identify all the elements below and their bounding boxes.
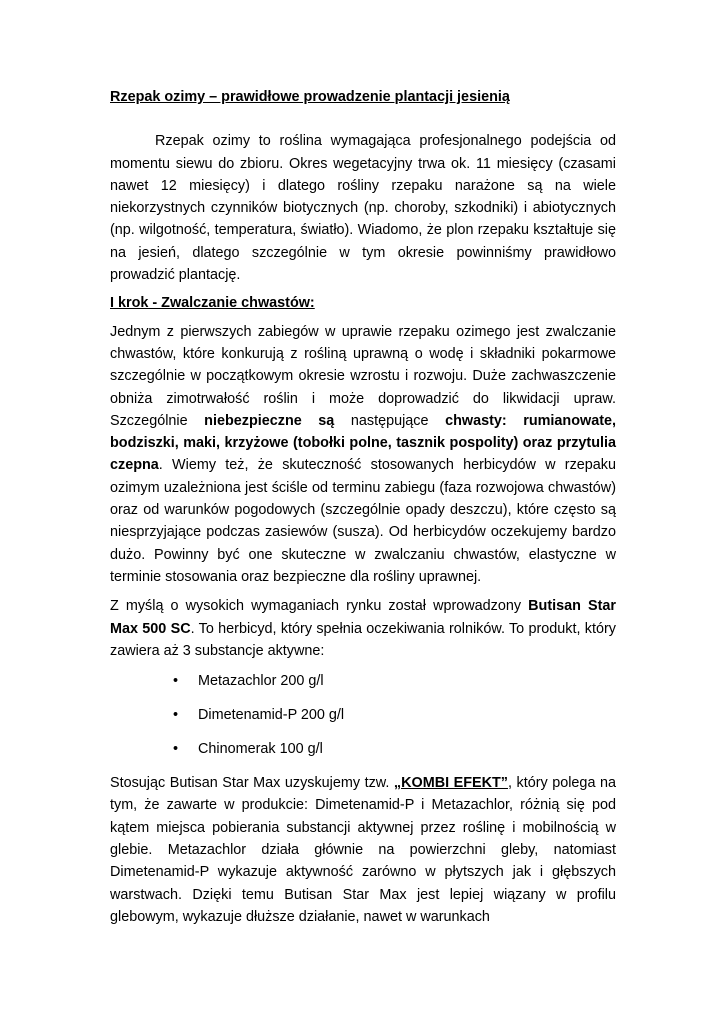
text-run: Z myślą o wysokich wymaganiach rynku został wprowadzony bbox=[110, 598, 529, 615]
list-item bbox=[110, 670, 616, 692]
section-heading: I krok - Zwalczanie chwastów: bbox=[110, 295, 315, 312]
bullet-icon: • bbox=[173, 673, 179, 690]
weed-list-bold: chwasty: rumianowate, bodziszki, maki, krzyżowe (tobołki polne, tasznik pospolity) oraz przytulia czepna bbox=[110, 412, 616, 474]
document-page bbox=[110, 86, 616, 928]
text-run: . Wiemy też, że skuteczność stosowanych herbicydów w rzepaku ozimym uzależniona jest ściśle od terminu zabiegu (faza rozwojowa chwastów) oraz od warunków pogodowych (szczególnie opady deszczu), które często są niesprzyjające podczas zasiewów (susza). Od herbicydów oczekujemy bardzo dużo. Powinny być one skuteczne w zwalczaniu chwastów, elastyczne w terminie stosowania oraz bezpieczne dla rośliny uprawnej. bbox=[110, 457, 616, 585]
active-substances-list bbox=[110, 670, 616, 760]
bullet-icon: • bbox=[173, 741, 179, 758]
document-title: Rzepak ozimy – prawidłowe prowadzenie plantacji jesienią bbox=[110, 89, 510, 105]
list-item-text: Dimetenamid-P 200 g/l bbox=[198, 707, 345, 724]
text-run: , który polega na tym, że zawarte w produkcie: Dimetenamid-P i Metazachlor, różnią się pod kątem miejsca pobierania substancji aktywnej przez roślinę i mobilnością w glebie. Metazachlor działa głównie na powierzchni gleby, natomiast Dimetenamid-P wykazuje aktywność zarówno w płytszych jak i głębszych warstwach. Dzięki temu Butisan Star Max jest lepiej wiązany w profilu glebowym, wykazuje dłuższe działanie, nawet w warunkach bbox=[110, 775, 616, 925]
list-item-text: Chinomerak 100 g/l bbox=[198, 741, 323, 758]
text-run: Jednym z pierwszych zabiegów w uprawie rzepaku ozimego jest zwalczanie chwastów, które konkurują z rośliną uprawną o wodę i składniki pokarmowe szczególnie w początkowym okresie wzrostu i rozwoju. Duże zachwaszczenie obniża zimotrwałość roślin i może doprowadzić do likwidacji upraw. Szczególnie bbox=[110, 323, 616, 429]
text-run: . To herbicyd, który spełnia oczekiwania rolników. To produkt, który zawiera aż 3 substancje aktywne: bbox=[110, 620, 616, 659]
intro-paragraph: Rzepak ozimy to roślina wymagająca profesjonalnego podejścia od momentu siewu do zbioru. Okres wegetacyjny trwa ok. 11 miesięcy (czasami nawet 12 miesięcy) i dlatego rośliny rzepaku narażone są na wiele niekorzystnych czynników biotycznych (np. choroby, szkodniki) i abiotycznych (np. wilgotność, temperatura, światło). Wiadomo, że plon rzepaku kształtuje się na jesień, dlatego szczególnie w tym okresie powinniśmy prawidłowo prowadzić plantację. bbox=[110, 133, 616, 284]
text-run: Stosując Butisan Star Max uzyskujemy tzw. bbox=[110, 775, 394, 792]
list-item bbox=[110, 738, 616, 760]
list-item bbox=[110, 704, 616, 726]
weeds-paragraph bbox=[110, 321, 616, 589]
bullet-icon: • bbox=[173, 707, 179, 724]
list-item-text: Metazachlor 200 g/l bbox=[198, 673, 324, 690]
text-run: następujące bbox=[334, 412, 446, 429]
product-name: Butisan Star Max 500 SC bbox=[110, 598, 617, 637]
product-paragraph bbox=[110, 595, 616, 662]
bold-text: niebezpieczne są bbox=[204, 412, 335, 429]
kombi-paragraph bbox=[110, 772, 616, 928]
kombi-efekt-label: „KOMBI EFEKT” bbox=[393, 775, 508, 792]
